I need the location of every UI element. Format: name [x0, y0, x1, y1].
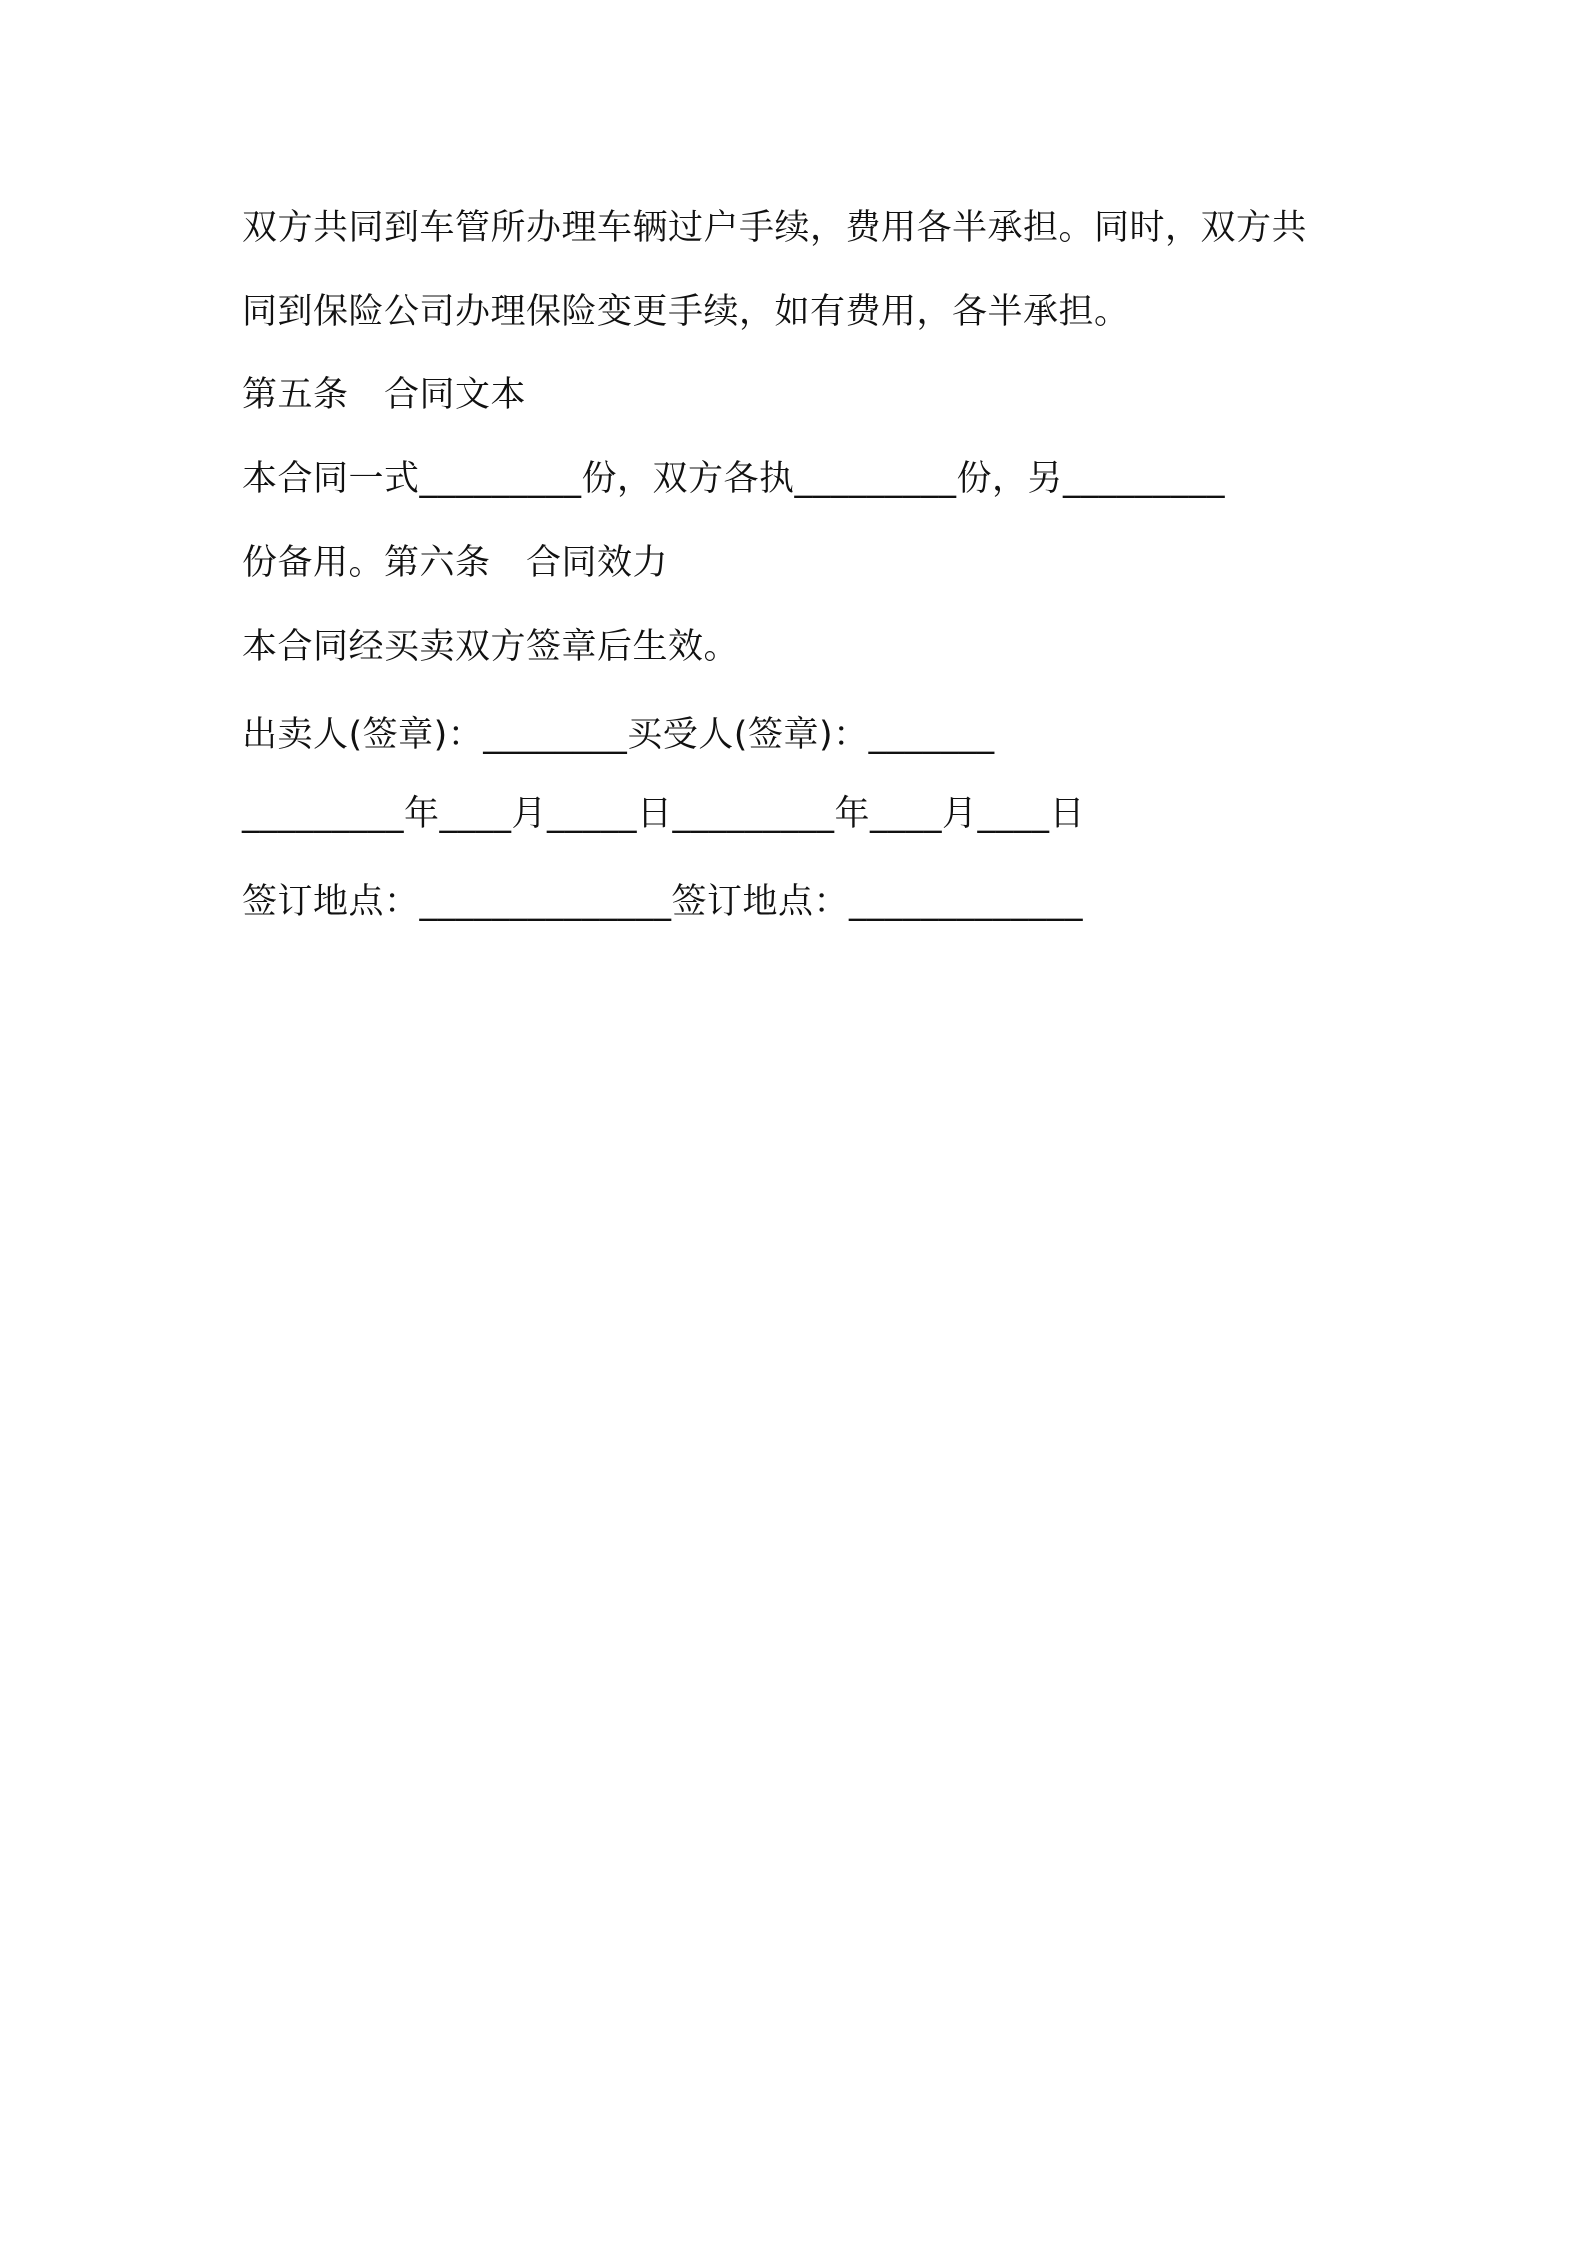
- contract-text-line-insurance-change: 同到保险公司办理保险变更手续，如有费用，各半承担。: [242, 292, 1130, 332]
- contract-effect-line: 本合同经买卖双方签章后生效。: [242, 627, 740, 667]
- contract-text-line-transfer-procedure: 双方共同到车管所办理车辆过户手续，费用各半承担。同时，双方共: [242, 208, 1308, 248]
- signing-date-line: _________年____月_____日_________年____月____日: [242, 794, 1086, 834]
- contract-copies-line: 本合同一式_________份，双方各执_________份，另_________: [242, 459, 1226, 499]
- signing-place-line: 签订地点：______________签订地点：_____________: [242, 882, 1084, 922]
- article-six-heading: 份备用。第六条 合同效力: [242, 543, 669, 583]
- article-five-heading: 第五条 合同文本: [242, 375, 527, 415]
- signature-line: 出卖人(签章)：________买受人(签章)：_______: [242, 715, 995, 755]
